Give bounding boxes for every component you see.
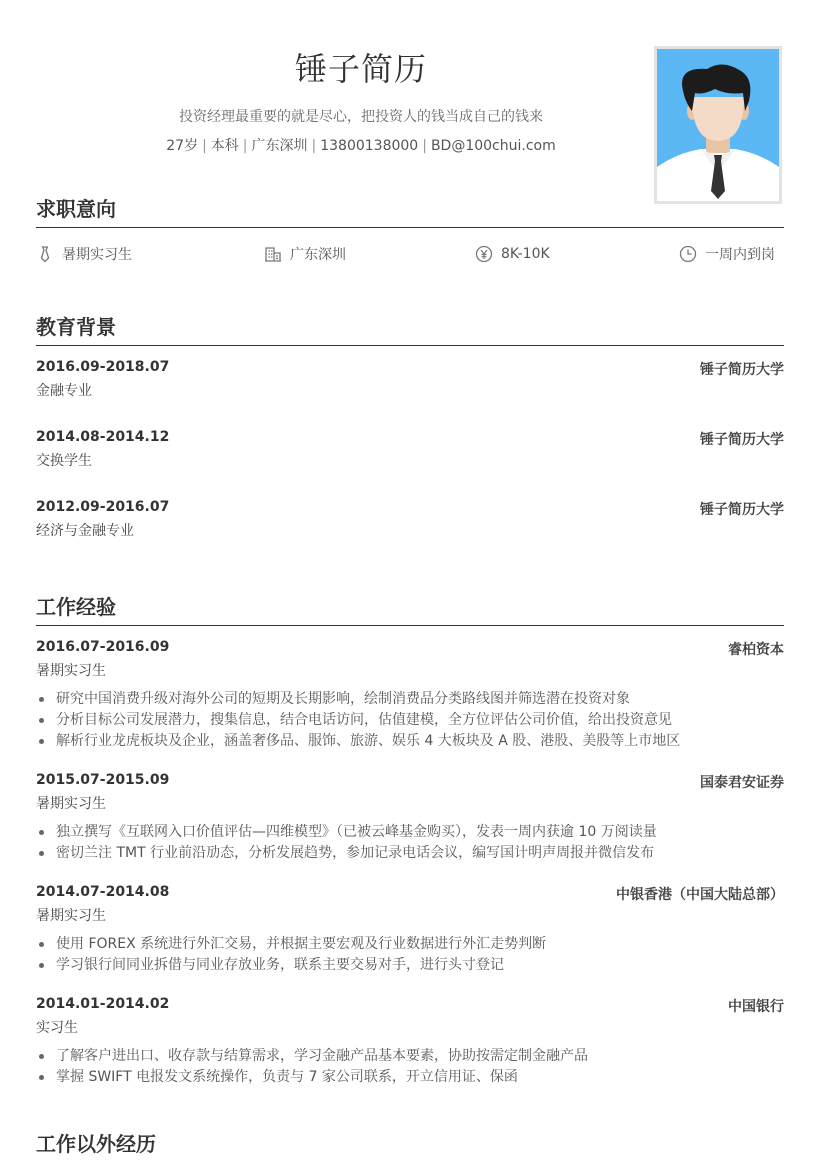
bullet-item: 研究中国消费升级对海外公司的短期及长期影响，绘制消费品分类路线图并筛选潜在投资对象 (36, 689, 680, 710)
entry-org: 睿柏资本 (728, 642, 784, 658)
clock-icon (679, 245, 697, 263)
info-phone: 13800138000 (320, 138, 419, 154)
yen-icon (475, 245, 493, 263)
entry-bullets (36, 689, 680, 752)
entry-org: 锤子简历大学 (700, 432, 784, 448)
entry-date: 2012.09-2016.07 (36, 499, 170, 515)
avatar-illustration (657, 49, 779, 201)
info-degree: 本科 (210, 138, 239, 154)
entry-org: 锤子简历大学 (700, 362, 784, 378)
info-age: 27岁 (166, 138, 199, 154)
entry-org: 国泰君安证券 (700, 775, 784, 791)
entry-bullets (36, 1046, 588, 1088)
section-education (36, 313, 784, 346)
section-title: 工作经验 (36, 595, 116, 619)
entry-date: 2015.07-2015.09 (36, 772, 170, 788)
entry-date: 2016.09-2018.07 (36, 359, 170, 375)
entry-role: 经济与金融专业 (36, 523, 134, 539)
intent-city-label: 广东深圳 (290, 247, 346, 263)
intent-position (36, 240, 132, 268)
entry-org: 中国银行 (728, 999, 784, 1015)
bullet-item: 学习银行间同业拆借与同业存放业务，联系主要交易对手，进行头寸登记 (36, 955, 546, 976)
entry-role: 交换学生 (36, 453, 92, 469)
entry-bullets (36, 822, 657, 864)
info-separator: | (422, 138, 427, 154)
intent-availability-label: 一周内到岗 (705, 247, 775, 263)
bullet-item: 掌握 SWIFT 电报发文系统操作，负责与 7 家公司联系，开立信用证、保函 (36, 1067, 588, 1088)
tie-icon (36, 245, 54, 263)
bullet-item: 解析行业龙虎板块及企业，涵盖奢侈品、服饰、旅游、娱乐 4 大板块及 A 股、港股、美股等上市地区 (36, 731, 680, 752)
entry-bullets (36, 934, 546, 976)
entry-role: 暑期实习生 (36, 908, 106, 924)
intent-row (36, 240, 784, 268)
intent-position-label: 暑期实习生 (62, 247, 132, 263)
resume-header (0, 0, 820, 190)
entry-role: 实习生 (36, 1020, 78, 1036)
entry-role: 暑期实习生 (36, 796, 106, 812)
bullet-item: 密切兰注 TMT 行业前沿劢态，分析发展趋势，参加记录电话会议，编写国计明声周报并微信发布 (36, 843, 657, 864)
section-title: 教育背景 (36, 315, 116, 339)
candidate-motto: 投资经理最重要的就是尽心，把投资人的钱当成自己的钱来 (179, 109, 543, 125)
entry-role: 暑期实习生 (36, 663, 106, 679)
intent-availability (679, 240, 775, 268)
avatar (654, 46, 782, 204)
section-title: 求职意向 (36, 197, 116, 221)
info-separator: | (311, 138, 317, 154)
bullet-item: 分析目标公司发展潜力，搜集信息，结合电话访问，估值建模，全方位评估公司价值，给出投资意见 (36, 710, 680, 731)
info-email: BD@100chui.com (430, 138, 556, 154)
entry-date: 2014.01-2014.02 (36, 996, 170, 1012)
bullet-item: 独立撰写《互联网入口价值评估—四维模型》（已被云峰基金购买），发表一周内获逾 10 万阅读量 (36, 822, 657, 843)
building-icon (264, 245, 282, 263)
section-divider (36, 625, 784, 626)
candidate-name: 锤子简历 (294, 50, 427, 88)
info-location: 广东深圳 (251, 138, 308, 154)
section-divider (36, 227, 784, 228)
intent-salary-label: 8K-10K (501, 246, 550, 262)
info-separator: | (242, 138, 248, 154)
section-work (36, 593, 784, 626)
intent-salary (475, 240, 550, 268)
entry-org: 中银香港（中国大陆总部） (616, 887, 784, 903)
bullet-item: 使用 FOREX 系统进行外汇交易，并根据主要宏观及行业数据进行外汇走势判断 (36, 934, 546, 955)
entry-date: 2014.07-2014.08 (36, 884, 170, 900)
candidate-info (0, 135, 722, 155)
intent-city (264, 240, 346, 268)
info-separator: | (202, 138, 207, 154)
section-divider (36, 345, 784, 346)
entry-date: 2014.08-2014.12 (36, 429, 170, 445)
section-title: 工作以外经历 (36, 1132, 156, 1156)
entry-org: 锤子简历大学 (700, 502, 784, 518)
section-other (36, 1130, 784, 1158)
bullet-item: 了解客户进出口、收存款与结算需求，学习金融产品基本要素，协助按需定制金融产品 (36, 1046, 588, 1067)
entry-role: 金融专业 (36, 383, 92, 399)
entry-date: 2016.07-2016.09 (36, 639, 170, 655)
section-intent (36, 195, 784, 228)
